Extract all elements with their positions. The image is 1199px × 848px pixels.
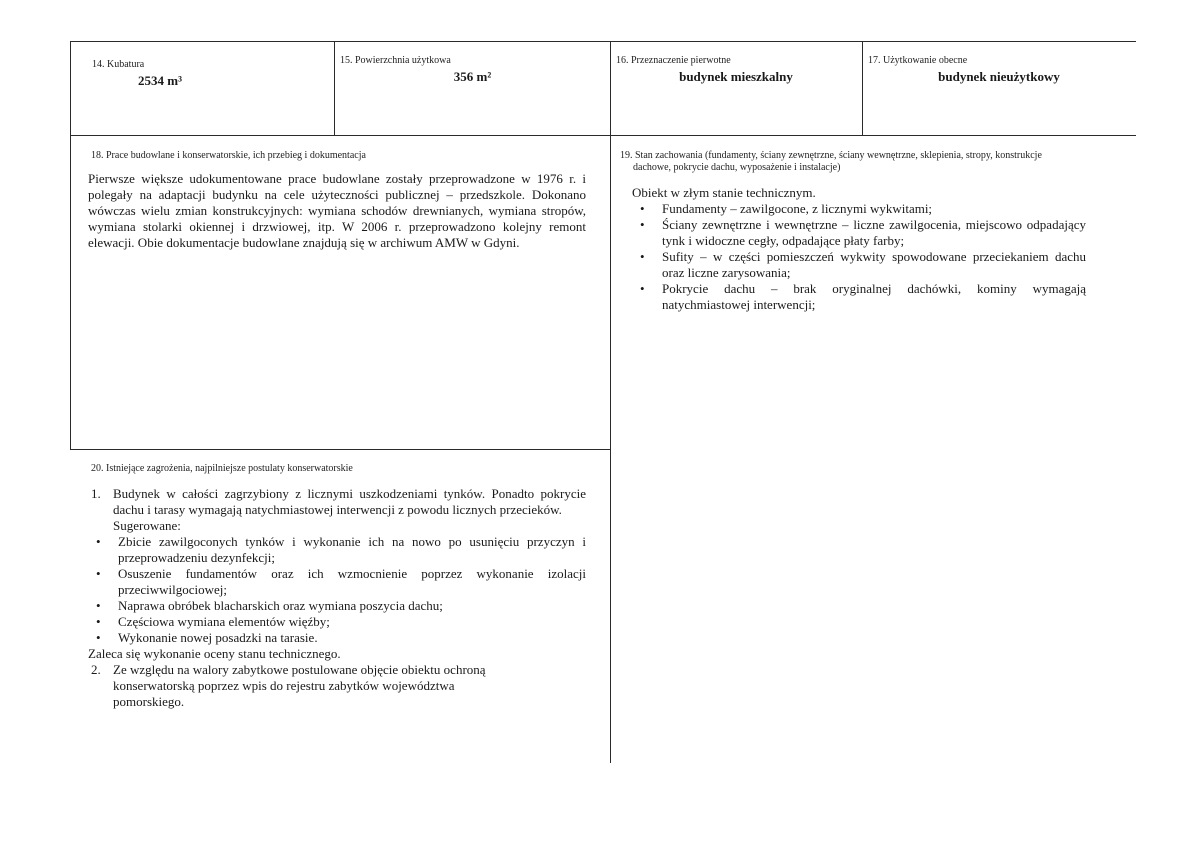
bullet-icon: • <box>96 598 101 613</box>
section18-bottom-border <box>70 449 611 450</box>
bullet-icon: • <box>96 630 101 645</box>
field-14-label: 14. Kubatura <box>92 59 145 70</box>
bullet-icon: • <box>640 249 645 264</box>
field-19-bullet-list <box>632 201 1086 313</box>
field-20-body <box>88 486 586 710</box>
field-16-przeznaczenie <box>616 55 856 85</box>
list-item: • Ściany zewnętrzne i wewnętrzne – liczne zawilgocenia, miejscowo odpadający tynk i widoczne cegły, odpadające płaty farby; <box>640 217 1086 248</box>
left-border <box>70 41 71 450</box>
row1-bottom-border <box>70 135 1136 136</box>
divider-16-17 <box>862 41 863 136</box>
list-item: • Fundamenty – zawilgocone, z licznymi wykwitami; <box>640 201 933 216</box>
field-19-label-line1: 19. Stan zachowania (fundamenty, ściany zewnętrzne, ściany wewnętrzne, sklepienia, stropy, konstrukcje <box>620 150 1042 161</box>
field-19-section <box>620 150 1120 174</box>
bullet-icon: • <box>640 201 645 216</box>
list-item: • Naprawa obróbek blacharskich oraz wymiana poszycia dachu; <box>96 598 443 613</box>
field-14-value: 2534 m³ <box>138 73 182 88</box>
field-18-text: Pierwsze większe udokumentowane prace budowlane zostały przeprowadzone w 1976 r. i polegały na adaptacji budynku na cele użyteczności publicznej – przedszkole. Dokonano wówczas wielu zmian konstrukcyjnych: wymiana schodów drewnianych, wymiana stropów, wymiana stolarki okiennej i drzwiowej, itp. W 2006 r. przeprowadzono kolejny remont elewacji. Obie dokumentacje budowlane znajdują się w archiwum AMW w Gdyni. <box>88 171 586 250</box>
field-20-item-2: 2. Ze względu na walory zabytkowe postulowane objęcie obiektu ochroną konserwatorską poprzez wpis do rejestru zabytków województwa pomorskiego. <box>91 662 486 709</box>
item-2-number: 2. <box>91 662 101 677</box>
list-item: • Osuszenie fundamentów oraz ich wzmocnienie poprzez wykonanie izolacji przeciwwilgociowej; <box>96 566 586 597</box>
field-15-value: 356 m² <box>453 69 492 84</box>
field-17-uzytkowanie <box>868 55 1130 85</box>
field-19-label-line2: dachowe, pokrycie dachu, wyposażenie i instalacje) <box>633 162 841 173</box>
field-14-kubatura <box>92 59 272 89</box>
bullet-icon: • <box>640 217 645 232</box>
top-border <box>70 41 1136 42</box>
field-17-value: budynek nieużytkowy <box>938 69 1060 84</box>
field-20-item-1: 1. Budynek w całości zagrzybiony z licznymi uszkodzeniami tynków. Ponadto pokrycie dachu i tarasy wymagają natychmiastowej interwencji z powodu licznych przecieków. <box>91 486 586 517</box>
field-19-intro: Obiekt w złym stanie technicznym. <box>632 185 816 200</box>
field-18-label: 18. Prace budowlane i konserwatorskie, ich przebieg i dokumentacja <box>91 150 366 161</box>
field-17-label: 17. Użytkowanie obecne <box>868 55 968 66</box>
field-20-label: 20. Istniejące zagrożenia, najpilniejsze postulaty konserwatorskie <box>91 463 353 474</box>
field-16-value: budynek mieszkalny <box>679 69 793 84</box>
list-item: • Wykonanie nowej posadzki na tarasie. <box>96 630 318 645</box>
bullet-icon: • <box>96 566 101 581</box>
field-20-section <box>91 463 601 475</box>
field-16-label: 16. Przeznaczenie pierwotne <box>616 55 731 66</box>
field-15-powierzchnia <box>340 55 605 85</box>
field-18-section <box>91 150 601 162</box>
bullet-icon: • <box>96 534 101 549</box>
divider-14-15 <box>334 41 335 136</box>
list-item: • Sufity – w części pomieszczeń wykwity spowodowane przeciekaniem dachu oraz liczne zarysowania; <box>640 249 1086 280</box>
field-20-bullet-list <box>88 534 586 646</box>
bullet-icon: • <box>96 614 101 629</box>
field-15-label: 15. Powierzchnia użytkowa <box>340 55 451 66</box>
field-20-suggested: Sugerowane: <box>113 518 181 533</box>
list-item: • Zbicie zawilgoconych tynków i wykonanie ich na nowo po usunięciu przyczyn i przeprowadzeniu dezynfekcji; <box>96 534 586 565</box>
list-item: • Pokrycie dachu – brak oryginalnej dachówki, kominy wymagają natychmiastowej interwencji; <box>640 281 1086 312</box>
item-1-number: 1. <box>91 486 101 501</box>
bullet-icon: • <box>640 281 645 296</box>
field-20-closing: Zaleca się wykonanie oceny stanu technicznego. <box>88 646 341 661</box>
divider-center <box>610 41 611 763</box>
list-item: • Częściowa wymiana elementów więźby; <box>96 614 330 629</box>
field-19-body <box>632 185 1086 313</box>
